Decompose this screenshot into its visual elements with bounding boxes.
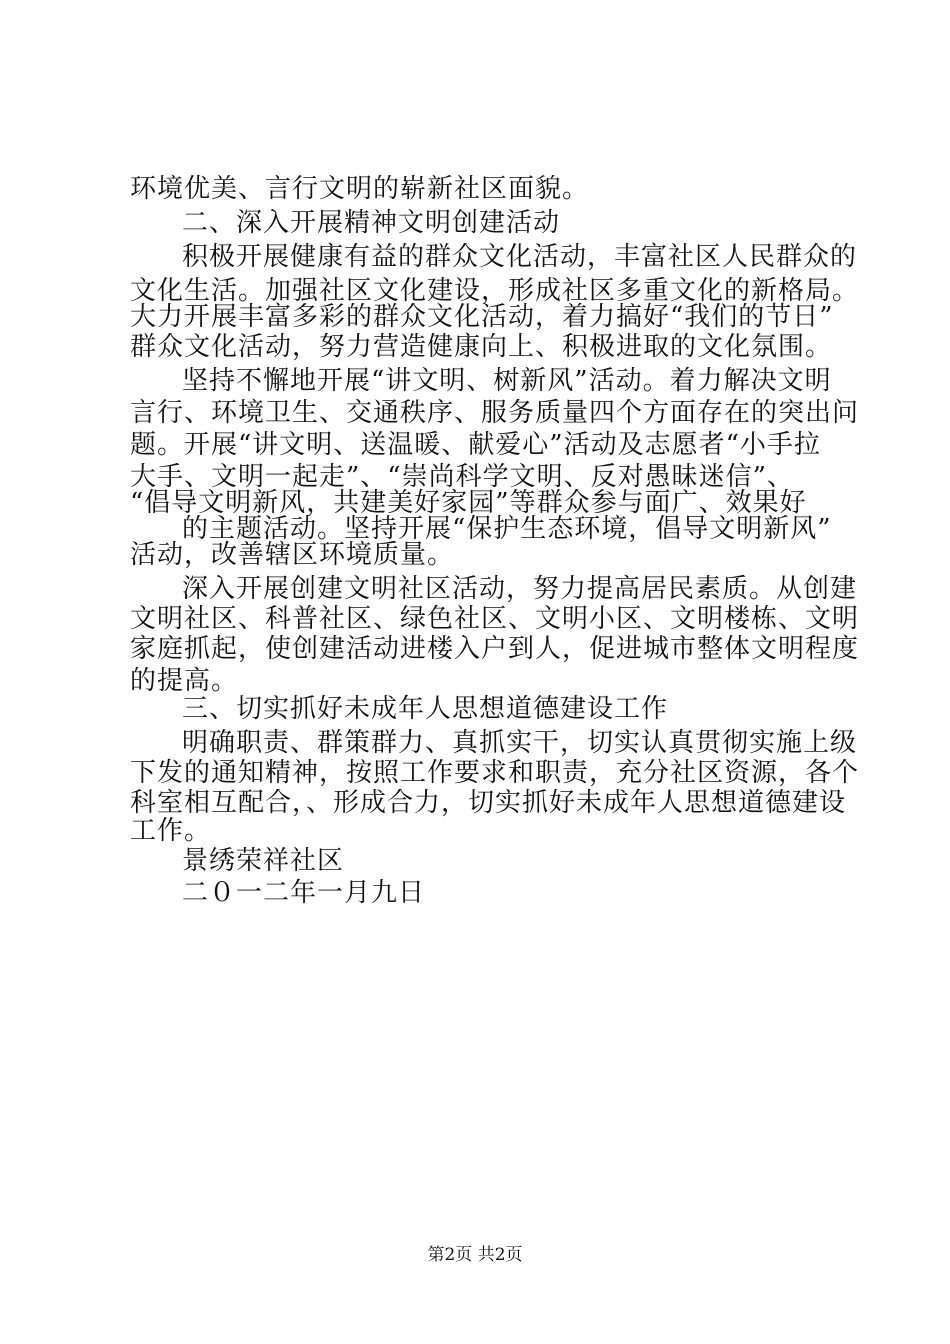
text-line: 文明社区、科普社区、绿色社区、文明小区、文明楼栋、文明 — [130, 604, 860, 634]
text-line: 大手、文明一起走”、“崇尚科学文明、反对愚昧迷信”、 — [130, 462, 794, 492]
text-line: 的主题活动。坚持开展“保护生态环境，倡导文明新风” — [182, 514, 832, 544]
text-line: “倡导文明新风，共建美好家园”等群众参与面广、效果好 — [130, 488, 807, 518]
section-heading: 三、切实抓好未成年人思想道德建设工作 — [182, 694, 669, 724]
text-line: 家庭抓起，使创建活动进楼入户到人，促进城市整体文明程度 — [130, 634, 860, 664]
text-line: 坚持不懈地开展“讲文明、树新风”活动。着力解决文明 — [182, 366, 832, 396]
text-line: 科室相互配合，、形成合力，切实抓好未成年人思想道德建设 — [130, 788, 847, 818]
signature-organization: 景绣荣祥社区 — [182, 846, 345, 876]
section-heading: 二、深入开展精神文明创建活动 — [182, 208, 561, 238]
text-line: 文化生活。加强社区文化建设，形成社区多重文化的新格局。 — [130, 276, 860, 306]
text-line: 言行、环境卫生、交通秩序、服务质量四个方面存在的突出问 — [130, 398, 860, 428]
text-line: 群众文化活动，努力营造健康向上、积极进取的文化氛围。 — [130, 332, 833, 362]
text-line: 的提高。 — [130, 666, 239, 696]
text-line: 深入开展创建文明社区活动，努力提高居民素质。从创建 — [182, 574, 858, 604]
text-line: 工作。 — [130, 816, 212, 846]
text-line: 积极开展健康有益的群众文化活动，丰富社区人民群众的 — [182, 242, 858, 272]
text-line: 大力开展丰富多彩的群众文化活动，着力搞好“我们的节日” — [130, 302, 834, 332]
text-line: 环境优美、言行文明的崭新社区面貌。 — [130, 174, 590, 204]
text-line: 明确职责、群策群力、真抓实干，切实认真贯彻实施上级 — [182, 728, 858, 758]
page-number-footer: 第2页 共2页 — [427, 1245, 523, 1265]
text-line: 下发的通知精神，按照工作要求和职责，充分社区资源，各个 — [130, 758, 860, 788]
signature-date: 二０一二年一月九日 — [182, 878, 426, 908]
text-line: 活动，改善辖区环境质量。 — [130, 540, 455, 570]
text-line: 题。开展“讲文明、送温暖、献爱心”活动及志愿者“小手拉 — [130, 430, 821, 460]
